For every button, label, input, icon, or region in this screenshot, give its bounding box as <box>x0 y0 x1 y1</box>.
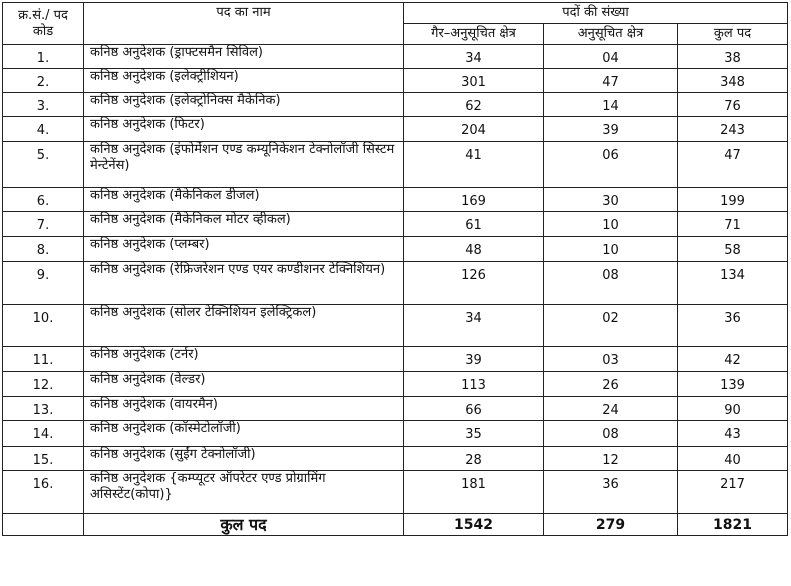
total-cell: 134 <box>678 262 788 305</box>
non-scheduled-cell: 28 <box>404 447 544 471</box>
non-scheduled-cell: 169 <box>404 188 544 212</box>
post-name-cell: कनिष्ठ अनुदेशक (कॉस्मेटोलॉजी) <box>84 421 404 447</box>
serial-cell: 16. <box>3 471 84 514</box>
post-name-cell: कनिष्ठ अनुदेशक (सोलर टेक्निशियन इलेक्ट्रिकल) <box>84 305 404 347</box>
table-row <box>3 447 788 471</box>
scheduled-cell: 03 <box>544 347 678 372</box>
table-row <box>3 237 788 262</box>
table-row <box>3 45 788 69</box>
scheduled-cell: 14 <box>544 93 678 117</box>
scheduled-cell: 10 <box>544 212 678 237</box>
non-scheduled-cell: 48 <box>404 237 544 262</box>
serial-cell: 8. <box>3 237 84 262</box>
post-name-cell: कनिष्ठ अनुदेशक (इलेक्ट्रीशियन) <box>84 69 404 93</box>
post-name-cell: कनिष्ठ अनुदेशक (टर्नर) <box>84 347 404 372</box>
total-cell: 43 <box>678 421 788 447</box>
serial-cell: 10. <box>3 305 84 347</box>
serial-cell: 15. <box>3 447 84 471</box>
post-name-cell: कनिष्ठ अनुदेशक (इंफोर्मेशन एण्ड कम्यूनिकेशन टेक्नोलॉजी सिस्टम मेन्टेनेंस) <box>84 142 404 188</box>
non-scheduled-cell: 39 <box>404 347 544 372</box>
scheduled-cell: 02 <box>544 305 678 347</box>
non-scheduled-header: गैर–अनुसूचित क्षेत्र <box>404 24 544 45</box>
serial-cell: 4. <box>3 117 84 142</box>
serial-cell: 2. <box>3 69 84 93</box>
non-scheduled-cell: 35 <box>404 421 544 447</box>
post-name-cell: कनिष्ठ अनुदेशक (प्लम्बर) <box>84 237 404 262</box>
totals-label: कुल पद <box>84 514 404 536</box>
total-cell: 47 <box>678 142 788 188</box>
serial-cell: 3. <box>3 93 84 117</box>
serial-cell: 13. <box>3 397 84 421</box>
post-name-cell: कनिष्ठ अनुदेशक (वायरमैन) <box>84 397 404 421</box>
scheduled-cell: 39 <box>544 117 678 142</box>
non-scheduled-cell: 34 <box>404 45 544 69</box>
total-cell: 71 <box>678 212 788 237</box>
non-scheduled-cell: 204 <box>404 117 544 142</box>
non-scheduled-cell: 41 <box>404 142 544 188</box>
table-row <box>3 347 788 372</box>
scheduled-cell: 24 <box>544 397 678 421</box>
posts-table <box>2 2 788 536</box>
scheduled-cell: 36 <box>544 471 678 514</box>
post-name-header: पद का नाम <box>84 3 404 45</box>
table-row <box>3 421 788 447</box>
grand-total: 1821 <box>678 514 788 536</box>
table-row <box>3 471 788 514</box>
scheduled-cell: 06 <box>544 142 678 188</box>
serial-cell: 11. <box>3 347 84 372</box>
scheduled-cell: 47 <box>544 69 678 93</box>
post-name-cell: कनिष्ठ अनुदेशक (ड्राफ्टसमैन सिविल) <box>84 45 404 69</box>
non-scheduled-cell: 66 <box>404 397 544 421</box>
serial-cell: 7. <box>3 212 84 237</box>
serial-cell: 9. <box>3 262 84 305</box>
total-cell: 38 <box>678 45 788 69</box>
blank-cell <box>3 514 84 536</box>
scheduled-cell: 08 <box>544 421 678 447</box>
total-cell: 40 <box>678 447 788 471</box>
non-scheduled-cell: 126 <box>404 262 544 305</box>
total-cell: 42 <box>678 347 788 372</box>
serial-cell: 6. <box>3 188 84 212</box>
post-name-cell: कनिष्ठ अनुदेशक (फिटर) <box>84 117 404 142</box>
post-name-cell: कनिष्ठ अनुदेशक (रेफ्रिजरेशन एण्ड एयर कण्डीशनर टेक्निशियन) <box>84 262 404 305</box>
table-row <box>3 305 788 347</box>
non-scheduled-cell: 113 <box>404 372 544 397</box>
serial-cell: 5. <box>3 142 84 188</box>
total-cell: 217 <box>678 471 788 514</box>
table-row <box>3 372 788 397</box>
scheduled-header: अनुसूचित क्षेत्र <box>544 24 678 45</box>
total-header: कुल पद <box>678 24 788 45</box>
serial-cell: 12. <box>3 372 84 397</box>
total-cell: 76 <box>678 93 788 117</box>
table-row <box>3 188 788 212</box>
total-cell: 199 <box>678 188 788 212</box>
table-row <box>3 142 788 188</box>
non-scheduled-cell: 61 <box>404 212 544 237</box>
table-row <box>3 262 788 305</box>
post-name-cell: कनिष्ठ अनुदेशक (सुईंग टेक्नोलॉजी) <box>84 447 404 471</box>
table-body <box>3 45 788 536</box>
table-row <box>3 117 788 142</box>
non-scheduled-cell: 62 <box>404 93 544 117</box>
table-row <box>3 212 788 237</box>
table-row <box>3 397 788 421</box>
total-cell: 348 <box>678 69 788 93</box>
total-cell: 58 <box>678 237 788 262</box>
total-cell: 90 <box>678 397 788 421</box>
scheduled-cell: 30 <box>544 188 678 212</box>
post-name-cell: कनिष्ठ अनुदेशक (मैकेनिकल डीजल) <box>84 188 404 212</box>
count-group-header: पदों की संख्या <box>404 3 788 24</box>
scheduled-cell: 26 <box>544 372 678 397</box>
serial-cell: 1. <box>3 45 84 69</box>
post-name-cell: कनिष्ठ अनुदेशक (वेल्डर) <box>84 372 404 397</box>
scheduled-cell: 08 <box>544 262 678 305</box>
scheduled-total: 279 <box>544 514 678 536</box>
post-name-cell: कनिष्ठ अनुदेशक {कम्प्यूटर ऑपरेटर एण्ड प्रोग्रामिंग असिस्टेंट(कोपा)} <box>84 471 404 514</box>
serial-cell: 14. <box>3 421 84 447</box>
totals-row <box>3 514 788 536</box>
total-cell: 243 <box>678 117 788 142</box>
non-scheduled-cell: 181 <box>404 471 544 514</box>
non-scheduled-cell: 301 <box>404 69 544 93</box>
table-row <box>3 93 788 117</box>
scheduled-cell: 12 <box>544 447 678 471</box>
total-cell: 36 <box>678 305 788 347</box>
post-name-cell: कनिष्ठ अनुदेशक (मैकेनिकल मोटर व्हीकल) <box>84 212 404 237</box>
table-row <box>3 69 788 93</box>
non-scheduled-total: 1542 <box>404 514 544 536</box>
scheduled-cell: 04 <box>544 45 678 69</box>
post-name-cell: कनिष्ठ अनुदेशक (इलेक्ट्रोनिक्स मैकेनिक) <box>84 93 404 117</box>
non-scheduled-cell: 34 <box>404 305 544 347</box>
serial-header: क्र.सं./ पद कोड <box>3 3 84 45</box>
scheduled-cell: 10 <box>544 237 678 262</box>
total-cell: 139 <box>678 372 788 397</box>
